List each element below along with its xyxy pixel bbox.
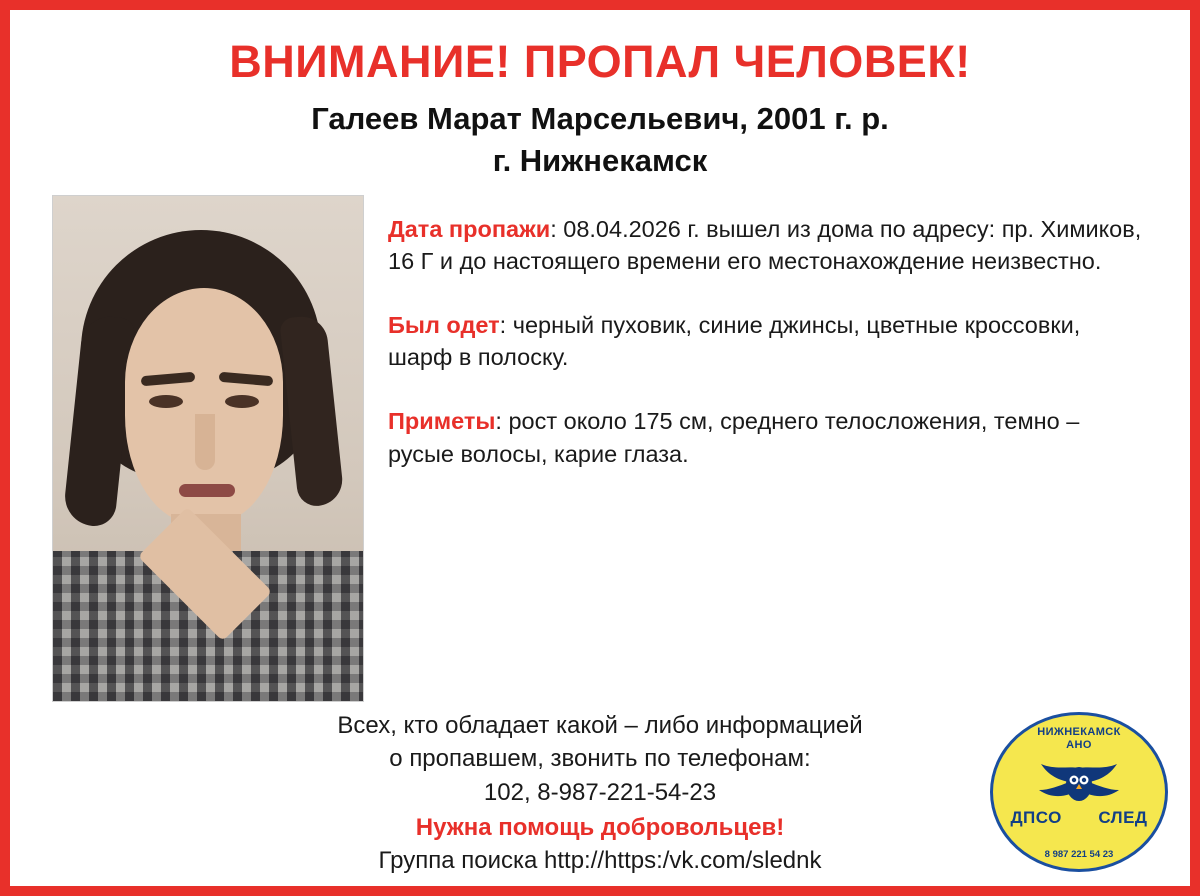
details-column [388, 195, 1164, 470]
footer-search-group-link[interactable]: Группа поиска http://https:/vk.com/slednk [378, 847, 822, 875]
logo-org-type: АНО [1066, 739, 1092, 752]
detail-text: : черный пуховик, синие джинсы, цветные кроссовки, шарф в полоску. [388, 311, 1081, 371]
footer-line-1: Всех, кто обладает какой – либо информацией [337, 711, 863, 739]
logo-phone: 8 987 221 54 23 [1044, 849, 1114, 860]
footer-line-2: о пропавшем, звонить по телефонам: [389, 745, 811, 773]
portrait-eye-right [225, 395, 259, 408]
portrait-eye-left [149, 395, 183, 408]
portrait-nose [195, 414, 215, 470]
logo-sled: СЛЕД [1098, 808, 1148, 827]
poster-headline: ВНИМАНИЕ! ПРОПАЛ ЧЕЛОВЕК! [229, 36, 971, 87]
detail-disappearance-date [388, 213, 1150, 277]
missing-person-city: г. Нижнекамск [492, 142, 708, 178]
poster-body [36, 195, 1164, 702]
detail-clothing [388, 309, 1150, 373]
detail-label: Дата пропажи [388, 215, 551, 242]
detail-text: : рост около 175 см, среднего телосложения, темно – русые волосы, карие глаза. [388, 408, 1080, 467]
missing-person-name: Галеев Марат Марсельевич, 2001 г. р. [311, 101, 889, 137]
detail-label: Был одет [388, 311, 500, 338]
detail-label: Приметы [388, 408, 496, 435]
logo-mid-text [990, 808, 1168, 828]
footer-volunteers-call: Нужна помощь добровольцев! [415, 813, 785, 841]
detail-text: : 08.04.2026 г. вышел из дома по адресу: пр. Химиков, 16 Г и до настоящего времени его местонахождение неизвестно. [388, 215, 1142, 274]
poster-inner [10, 10, 1190, 886]
logo-org-city: НИЖНЕКАМСК [1037, 726, 1121, 738]
missing-person-photo [52, 195, 364, 702]
photo-container [52, 195, 362, 702]
logo-top-text [990, 726, 1168, 752]
portrait-mouth [179, 484, 235, 497]
organization-logo [990, 712, 1168, 872]
detail-appearance [388, 405, 1150, 469]
logo-dpso: ДПСО [1010, 808, 1062, 827]
footer-phone-numbers[interactable]: 102, 8-987-221-54-23 [483, 779, 717, 807]
